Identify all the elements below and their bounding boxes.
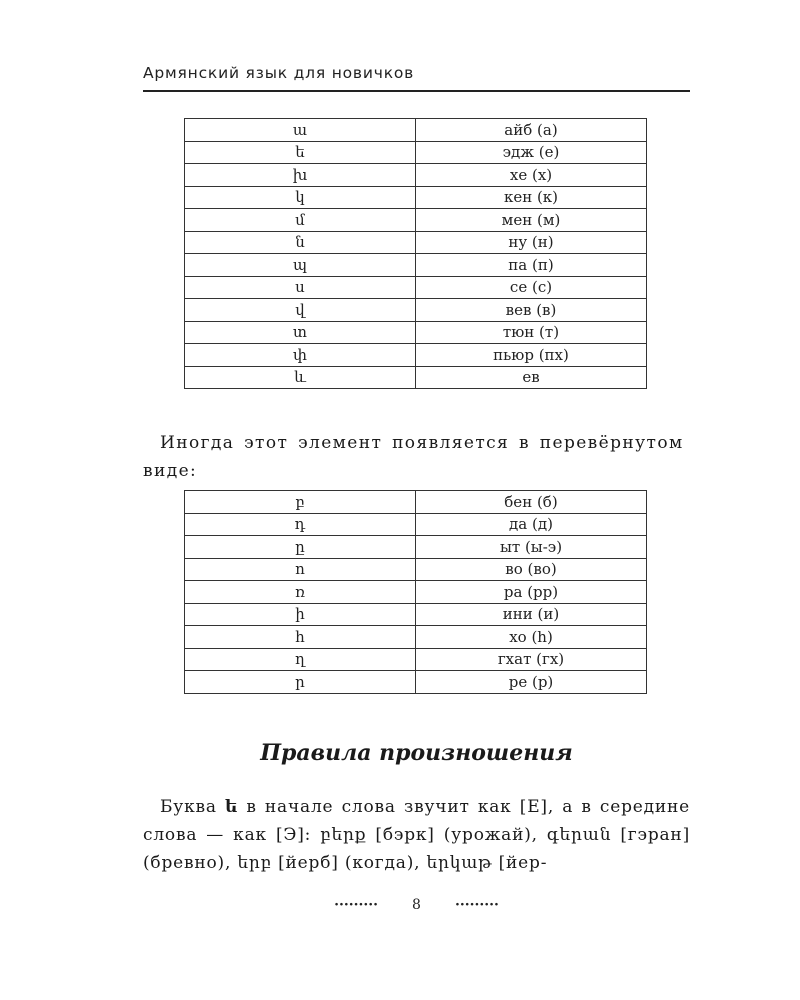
letter-cell: ո (185, 558, 416, 581)
letter-name-cell: кен (к) (416, 186, 647, 209)
letter-name-cell: мен (м) (416, 209, 647, 232)
table-row (185, 164, 647, 187)
table-row (185, 254, 647, 277)
letter-cell: կ (185, 186, 416, 209)
letter-cell: փ (185, 344, 416, 367)
paragraph-prefix: Буква (160, 797, 226, 817)
paragraph-pronunciation (143, 793, 690, 877)
letter-cell: ը (185, 536, 416, 559)
letter-name-cell: па (п) (416, 254, 647, 277)
table-row (185, 119, 647, 142)
letter-cell: ղ (185, 648, 416, 671)
page-number: 8 (412, 897, 421, 913)
letter-cell: հ (185, 626, 416, 649)
letter-cell: և (185, 366, 416, 389)
letter-cell: ե (185, 141, 416, 164)
table-row (185, 581, 647, 604)
letter-name-cell: ыт (ы-э) (416, 536, 647, 559)
letter-cell: խ (185, 164, 416, 187)
letter-cell: ա (185, 119, 416, 142)
letter-name-cell: ини (и) (416, 603, 647, 626)
letter-cell: ի (185, 603, 416, 626)
header-rule (143, 90, 690, 92)
letter-name-cell: вев (в) (416, 299, 647, 322)
running-header: Армянский язык для новичков (143, 64, 415, 82)
letter-cell: վ (185, 299, 416, 322)
letter-name-cell: да (д) (416, 513, 647, 536)
letter-name-cell: эдж (е) (416, 141, 647, 164)
table-row (185, 626, 647, 649)
letter-name-cell: тюн (т) (416, 321, 647, 344)
footer-dots-right: ········· (454, 897, 499, 913)
letter-name-cell: гхат (гх) (416, 648, 647, 671)
letter-name-cell: во (во) (416, 558, 647, 581)
letter-name-cell: ев (416, 366, 647, 389)
letter-cell: բ (185, 491, 416, 514)
letter-name-cell: ну (н) (416, 231, 647, 254)
letter-name-cell: ра (рр) (416, 581, 647, 604)
table-row (185, 321, 647, 344)
letter-name-cell: се (с) (416, 276, 647, 299)
letter-cell: ր (185, 671, 416, 694)
table-row (185, 513, 647, 536)
letter-cell: պ (185, 254, 416, 277)
table-row (185, 141, 647, 164)
table-row (185, 186, 647, 209)
letter-name-cell: бен (б) (416, 491, 647, 514)
letter-cell: ս (185, 276, 416, 299)
letter-cell: ռ (185, 581, 416, 604)
table-row (185, 344, 647, 367)
paragraph-intro: Иногда этот элемент появляется в перевёрнутом виде: (143, 433, 684, 481)
letter-name-cell: хе (х) (416, 164, 647, 187)
table-row (185, 366, 647, 389)
letter-cell: մ (185, 209, 416, 232)
table-row (185, 603, 647, 626)
footer-dots-left: ········· (334, 897, 379, 913)
paragraph-body: в начале слова звучит как [Е], а в середине слова — как [Э]: բերք [бэрк] (урожай), գերան [гэран] (бревно), երբ [йерб] (когда), երկաթ [йер- (143, 797, 691, 873)
letter-name-cell: хо (h) (416, 626, 647, 649)
alphabet-table-2 (184, 490, 647, 694)
letter-cell: տ (185, 321, 416, 344)
table-row (185, 648, 647, 671)
table-row (185, 536, 647, 559)
table-row (185, 558, 647, 581)
letter-name-cell: ре (р) (416, 671, 647, 694)
letter-name-cell: айб (а) (416, 119, 647, 142)
page-footer (143, 897, 690, 913)
letter-cell: ն (185, 231, 416, 254)
table-row (185, 299, 647, 322)
table-row (185, 231, 647, 254)
table-row (185, 276, 647, 299)
table-row (185, 491, 647, 514)
table-row (185, 209, 647, 232)
letter-name-cell: пьюр (пх) (416, 344, 647, 367)
alphabet-table-1 (184, 118, 647, 389)
armenian-letter-bold: ե (225, 797, 239, 817)
table-row (185, 671, 647, 694)
section-heading: Правила произношения (260, 740, 573, 766)
letter-cell: դ (185, 513, 416, 536)
